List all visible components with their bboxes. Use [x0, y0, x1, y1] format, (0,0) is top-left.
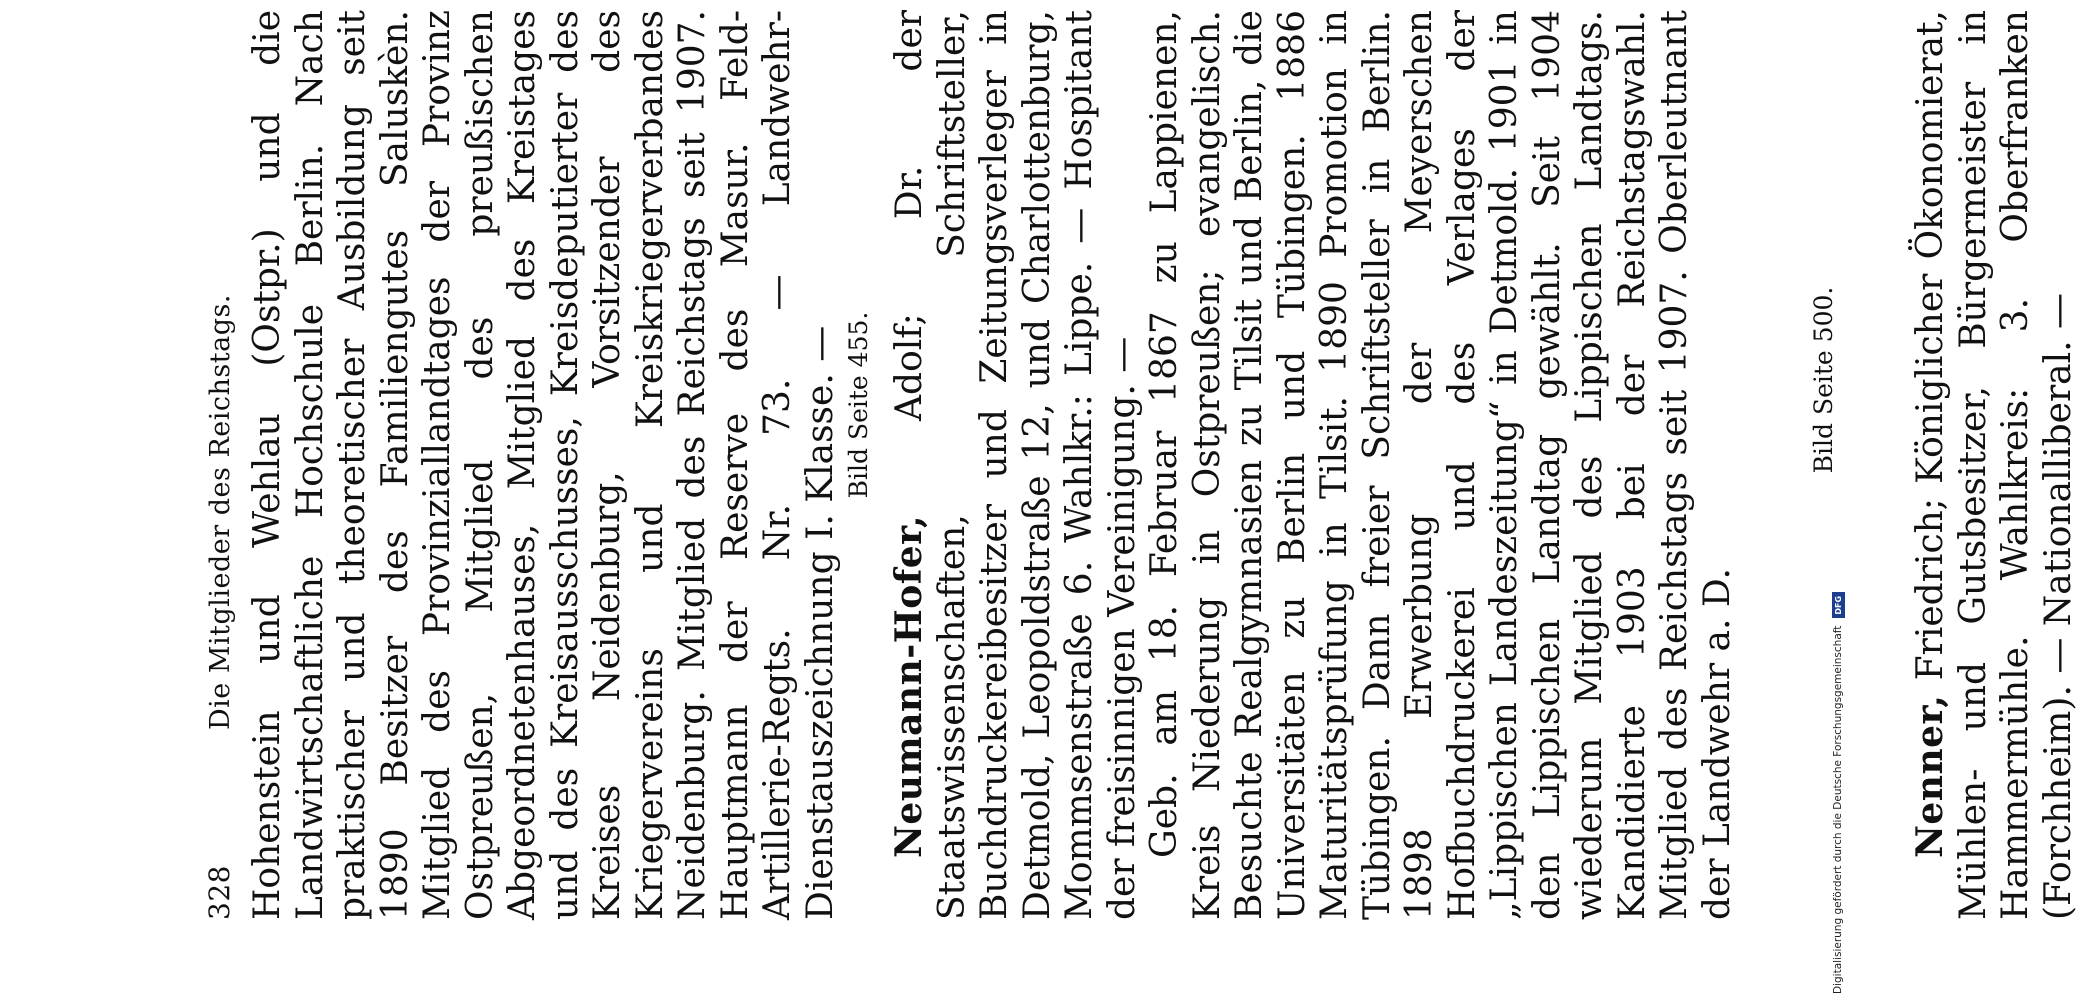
- entry-nenner: [1909, 10, 2080, 920]
- entry-name: Neumann-Hofer,: [888, 515, 930, 858]
- page-header: [203, 10, 247, 920]
- entry-biography: Geb. am 18. Februar 1867 zu Lappienen, Kreis Niederung in Ostpreußen; evangelisch. Besuchte Realgymnasien zu Tilsit und Berlin, die Universitäten zu Berlin und Tübingen. 1886 Maturitätsprüfung in Tilsit. 1890 Promotion in Tübingen. Dann freier Schriftsteller in Berlin. 1898 Erwerbung der Meyerschen Hofbuchdruckerei und des Verlages der „Lippischen Landeszeitung“ in Detmold. 1901 in den Lippischen Landtag gewählt. Seit 1904 wiederum Mitglied des Lippischen Landtags. Kandidierte 1903 bei der Reichstagswahl. Mitglied des Reichstags seit 1907. Oberleutnant der Landwehr a. D.: [1144, 10, 1738, 920]
- running-title: Die Mitglieder des Reichstags.: [205, 294, 236, 730]
- entry-name: Nenner,: [1909, 694, 1951, 858]
- picture-reference: Bild Seite 500.: [1809, 286, 1838, 474]
- entry-neumann-hofer: [888, 10, 1144, 920]
- digitization-credit: [1828, 6, 1848, 994]
- picture-reference: Bild Seite 455.: [844, 311, 873, 499]
- page-number: 328: [203, 865, 236, 920]
- dfg-logo: DFG: [1832, 592, 1845, 618]
- entry-details: Adolf; Dr. der Staatswissenschaften, Schriftsteller, Buchdruckereibesitzer und Zeitungsverleger in Detmold, Leopoldstraße 12, und Charlottenburg, Mommsenstraße 6. Wahlkr.: Lippe. — Hospitant der freisinnigen Vereinigung. —: [889, 10, 1143, 920]
- entry-details: Friedrich; Königlicher Ökonomierat, Mühlen- und Gutsbesitzer, Bürgermeister in Hammermühle. Wahlkreis: 3. Oberfranken (Forchheim). — Nationalliberal. —: [1910, 10, 2079, 920]
- entry-continuation-text: Hohenstein und Wehlau (Ostpr.) und die Landwirtschaftliche Hochschule Berlin. Nach praktischer und theoretischer Ausbildung seit 1890 Besitzer des Familiengutes Saluskèn. Mitglied des Provinziallandtages der Provinz Ostpreußen, Mitglied des preußischen Abgeordnetenhauses, Mitglied des Kreistages und des Kreisausschusses, Kreisdeputierter des Kreises Neidenburg, Vorsitzender des Kriegervereins und Kreiskriegerverbandes Neidenburg. Mitglied des Reichstags seit 1907. Hauptmann der Reserve des Masur. Feld-Artillerie-Regts. Nr. 73. — Landwehr-Dienstauszeichnung I. Klasse. —: [247, 10, 841, 920]
- page-body: [247, 10, 2080, 920]
- credit-text: Digitalisierung gefördert durch die Deutsche Forschungsgemeinschaft: [1832, 625, 1844, 994]
